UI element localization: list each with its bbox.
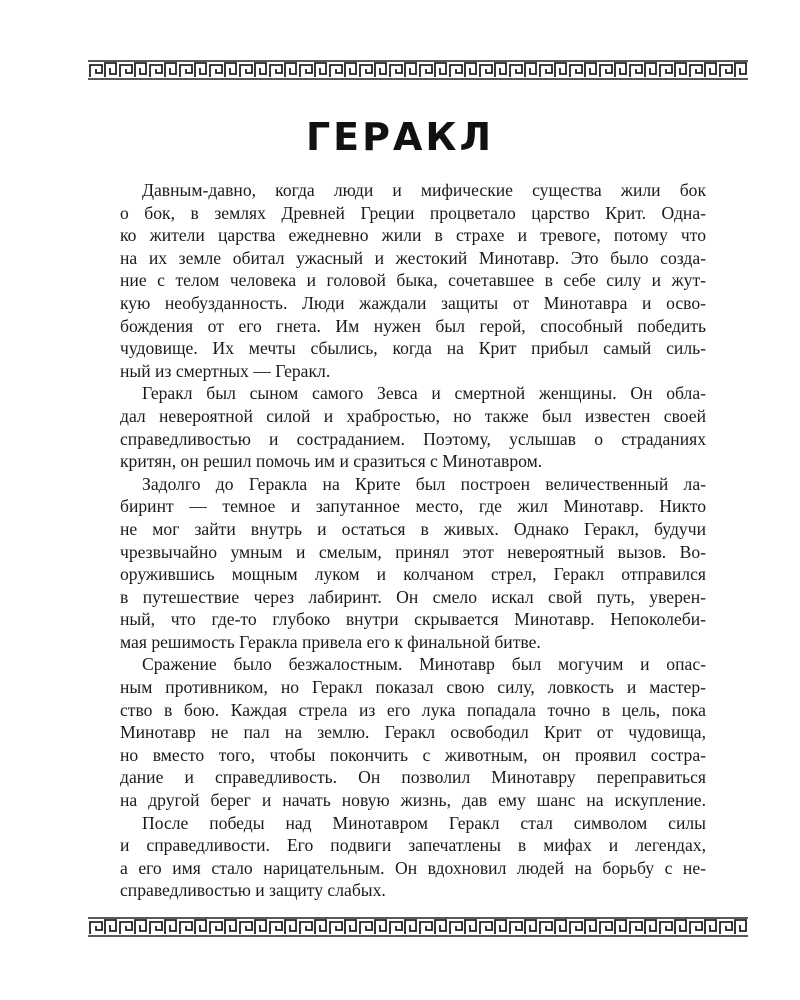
text-line: ние с телом человека и головой быка, сочетавшее в себе силу и жут- — [120, 270, 706, 291]
text-line: бождения от его гнета. Им нужен был герой, способный победить — [120, 315, 706, 336]
text-line: ство в бою. Каждая стрела из его лука попадала точно в цель, пока — [120, 699, 706, 720]
text-line: оружившись мощным луком и колчаном стрел, Геракл отправился — [120, 564, 706, 585]
text-line: в путешествие через лабиринт. Он смело искал свой путь, уверен- — [120, 586, 706, 607]
text-line: После победы над Минотавром Геракл стал символом силы — [142, 812, 706, 833]
text-line: но вместо того, чтобы покончить с животным, он проявил состра- — [120, 744, 706, 765]
greek-key-border-bottom — [88, 917, 748, 937]
text-line: дал невероятной силой и храбростью, но также был известен своей — [120, 405, 706, 426]
text-line: дание и справедливость. Он позволил Минотавру переправиться — [120, 767, 706, 788]
greek-key-ornament — [88, 917, 748, 937]
text-line: Давным-давно, когда люди и мифические существа жили бок — [142, 180, 706, 200]
text-line: справедливостью и защиту слабых. — [120, 880, 386, 901]
text-line: Геракл был сыном самого Зевса и смертной женщины. Он обла- — [142, 383, 706, 404]
text-line: не мог зайти внутрь и остаться в живых. Однако Геракл, будучи — [120, 518, 706, 539]
text-line: Минотавр не пал на землю. Геракл освободил Крит от чудовища, — [120, 722, 706, 743]
text-line: чрезвычайно умным и смелым, принял этот невероятный вызов. Во- — [120, 541, 706, 562]
text-line: кую необузданность. Люди жаждали защиты от Минотавра и осво- — [120, 292, 706, 313]
text-line: ный, что где-то глубоко внутри скрывается Минотавр. Непоколеби- — [120, 609, 706, 630]
text-line: ко жители царства ежедневно жили в страхе и тревоге, потому что — [120, 225, 706, 246]
text-line: на другой берег и начать новую жизнь, дав ему шанс на искупление. — [120, 790, 706, 811]
text-line: ным противником, но Геракл показал свою силу, ловкость и мастер- — [120, 677, 706, 698]
text-line: мая решимость Геракла привела его к финальной битве. — [120, 631, 541, 652]
text-line: а его имя стало нарицательным. Он вдохновил людей на борьбу с не- — [120, 857, 706, 878]
paragraph — [120, 812, 706, 902]
story-text — [120, 179, 706, 902]
text-line: на их земле обитал ужасный и жестокий Минотавр. Это было созда- — [120, 247, 706, 268]
text-line: критян, он решил помочь им и сразиться с Минотавром. — [120, 451, 543, 472]
text-line: справедливостью и состраданием. Поэтому, услышав о страданиях — [120, 428, 706, 449]
text-line: ный из смертных — Геракл. — [120, 360, 331, 381]
paragraph — [120, 653, 706, 811]
text-line: и справедливости. Его подвиги запечатлены в мифах и легендах, — [120, 835, 706, 856]
greek-key-border-top — [88, 60, 748, 80]
paragraph — [120, 382, 706, 472]
text-line: Сражение было безжалостным. Минотавр был могучим и опас- — [142, 654, 706, 675]
text-line: биринт — темное и запутанное место, где жил Минотавр. Никто — [120, 496, 706, 517]
paragraph — [120, 179, 706, 382]
greek-key-ornament — [88, 60, 748, 80]
text-line: Задолго до Геракла на Крите был построен величественный ла- — [142, 473, 706, 494]
page-title: ГЕРАКЛ — [305, 115, 495, 159]
text-line: чудовище. Их мечты сбылись, когда на Крит прибыл самый силь- — [120, 338, 706, 359]
text-line: о бок, в землях Древней Греции процветало царство Крит. Одна- — [120, 202, 706, 223]
paragraph — [120, 473, 706, 654]
